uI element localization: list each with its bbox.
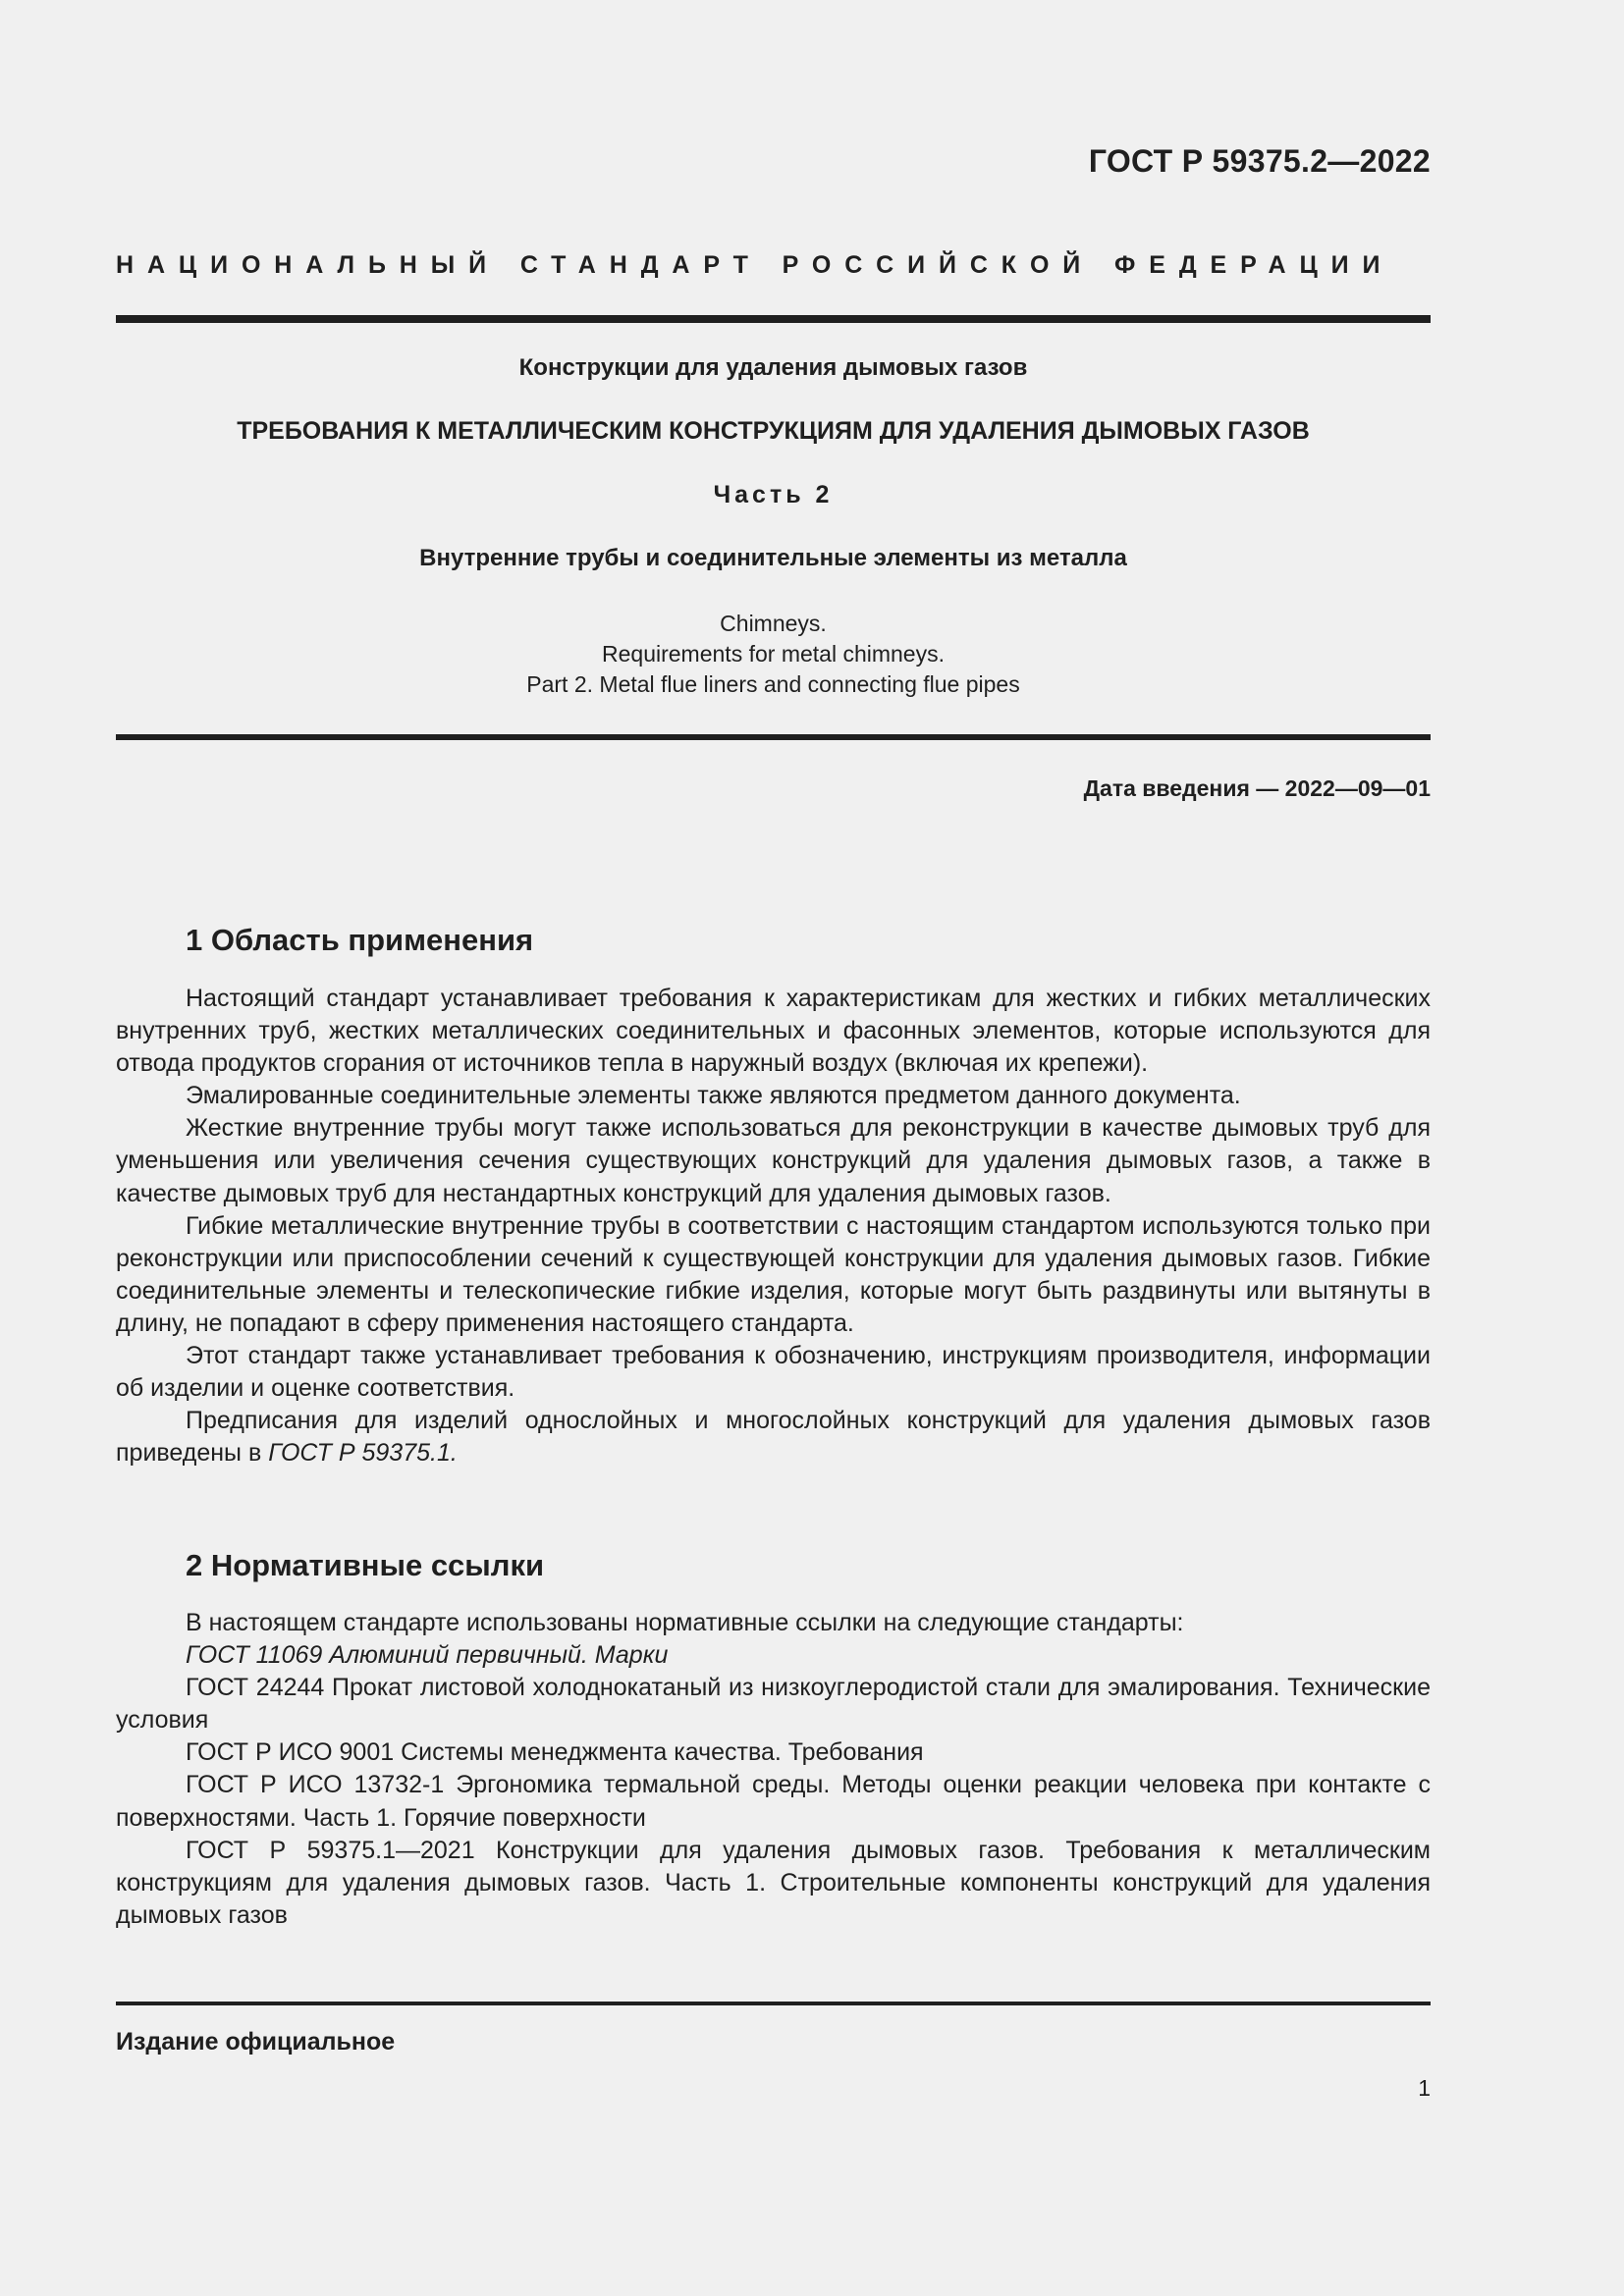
- introduction-date: Дата введения — 2022—09—01: [1083, 775, 1431, 801]
- section-scope-body: [116, 983, 1431, 1469]
- paragraph: Настоящий стандарт устанавливает требования к характеристикам для жестких и гибких металлических внутренних труб, жестких металлических соединительных и фасонных элементов, которые используются для отвода продуктов сгорания от источников тепла в наружный воздух (включая их крепежи).: [116, 985, 1431, 1078]
- paragraph: Этот стандарт также устанавливает требования к обозначению, инструкциям производителя, информации об изделии и оценке соответствия.: [116, 1342, 1431, 1403]
- part-label: Часть 2: [713, 481, 834, 508]
- paragraph: [116, 1405, 1431, 1469]
- standard-reference-link: ГОСТ Р 59375.1.: [268, 1439, 458, 1468]
- reference-item: ГОСТ 24244 Прокат листовой холоднокатаный из низкоуглеродистой стали для эмалирования. Технические условия: [116, 1674, 1431, 1735]
- paragraph-text: Предписания для изделий однослойных и многослойных конструкций для удаления дымовых газов приведены в: [116, 1407, 1431, 1468]
- footer-divider: [116, 2002, 1431, 2005]
- reference-italic: ГОСТ 11069 Алюминий первичный. Марки: [186, 1641, 669, 1670]
- paragraph: Гибкие металлические внутренние трубы в соответствии с настоящим стандартом используются только при реконструкции или приспособлении сечений к существующей конструкции для удаления дымовых газов. Гибкие соединительные элементы и телескопические гибкие изделия, которые могут быть раздвинуты или вытянуты в длину, не попадают в сферу применения настоящего стандарта.: [116, 1211, 1431, 1337]
- english-title-line: Chimneys.: [720, 611, 827, 636]
- reference-item: ГОСТ Р ИСО 13732-1 Эргономика термальной среды. Методы оценки реакции человека при контакте с поверхностями. Часть 1. Горячие поверхности: [116, 1771, 1431, 1832]
- english-title-line: Requirements for metal chimneys.: [602, 641, 945, 667]
- main-title: ТРЕБОВАНИЯ К МЕТАЛЛИЧЕСКИМ КОНСТРУКЦИЯМ ДЛЯ УДАЛЕНИЯ ДЫМОВЫХ ГАЗОВ: [237, 417, 1310, 445]
- section-heading-references: 2 Нормативные ссылки: [186, 1548, 545, 1582]
- section-heading-scope: 1 Область применения: [186, 923, 534, 957]
- section-references-body: [116, 1607, 1431, 1932]
- english-title-line: Part 2. Metal flue liners and connecting flue pipes: [526, 671, 1020, 697]
- standard-number: ГОСТ Р 59375.2—2022: [1088, 143, 1431, 179]
- reference-item: [116, 1639, 1431, 1672]
- english-title: [116, 609, 1431, 700]
- part-title: Внутренние трубы и соединительные элементы из металла: [419, 545, 1127, 571]
- group-title: Конструкции для удаления дымовых газов: [518, 354, 1028, 381]
- paragraph: Жесткие внутренние трубы могут также использоваться для реконструкции в качестве дымовых труб для уменьшения или увеличения сечения существующих конструкций для удаления дымовых газов, а также в качестве дымовых труб для нестандартных конструкций для удаления дымовых газов.: [116, 1114, 1431, 1207]
- top-divider: [116, 315, 1431, 323]
- national-standard-title: НАЦИОНАЛЬНЫЙ СТАНДАРТ РОССИЙСКОЙ ФЕДЕРАЦИИ: [116, 251, 1394, 279]
- reference-item: ГОСТ Р 59375.1—2021 Конструкции для удаления дымовых газов. Требования к металлическим конструкциям для удаления дымовых газов. Часть 1. Строительные компоненты конструкций для удаления дымовых газов: [116, 1836, 1431, 1929]
- official-edition-label: Издание официальное: [116, 2028, 396, 2056]
- reference-item: ГОСТ Р ИСО 9001 Системы менеджмента качества. Требования: [186, 1738, 924, 1767]
- page-number: 1: [1418, 2075, 1431, 2101]
- paragraph: В настоящем стандарте использованы нормативные ссылки на следующие стандарты:: [186, 1609, 1184, 1636]
- title-divider: [116, 734, 1431, 740]
- paragraph: Эмалированные соединительные элементы также являются предметом данного документа.: [186, 1082, 1241, 1110]
